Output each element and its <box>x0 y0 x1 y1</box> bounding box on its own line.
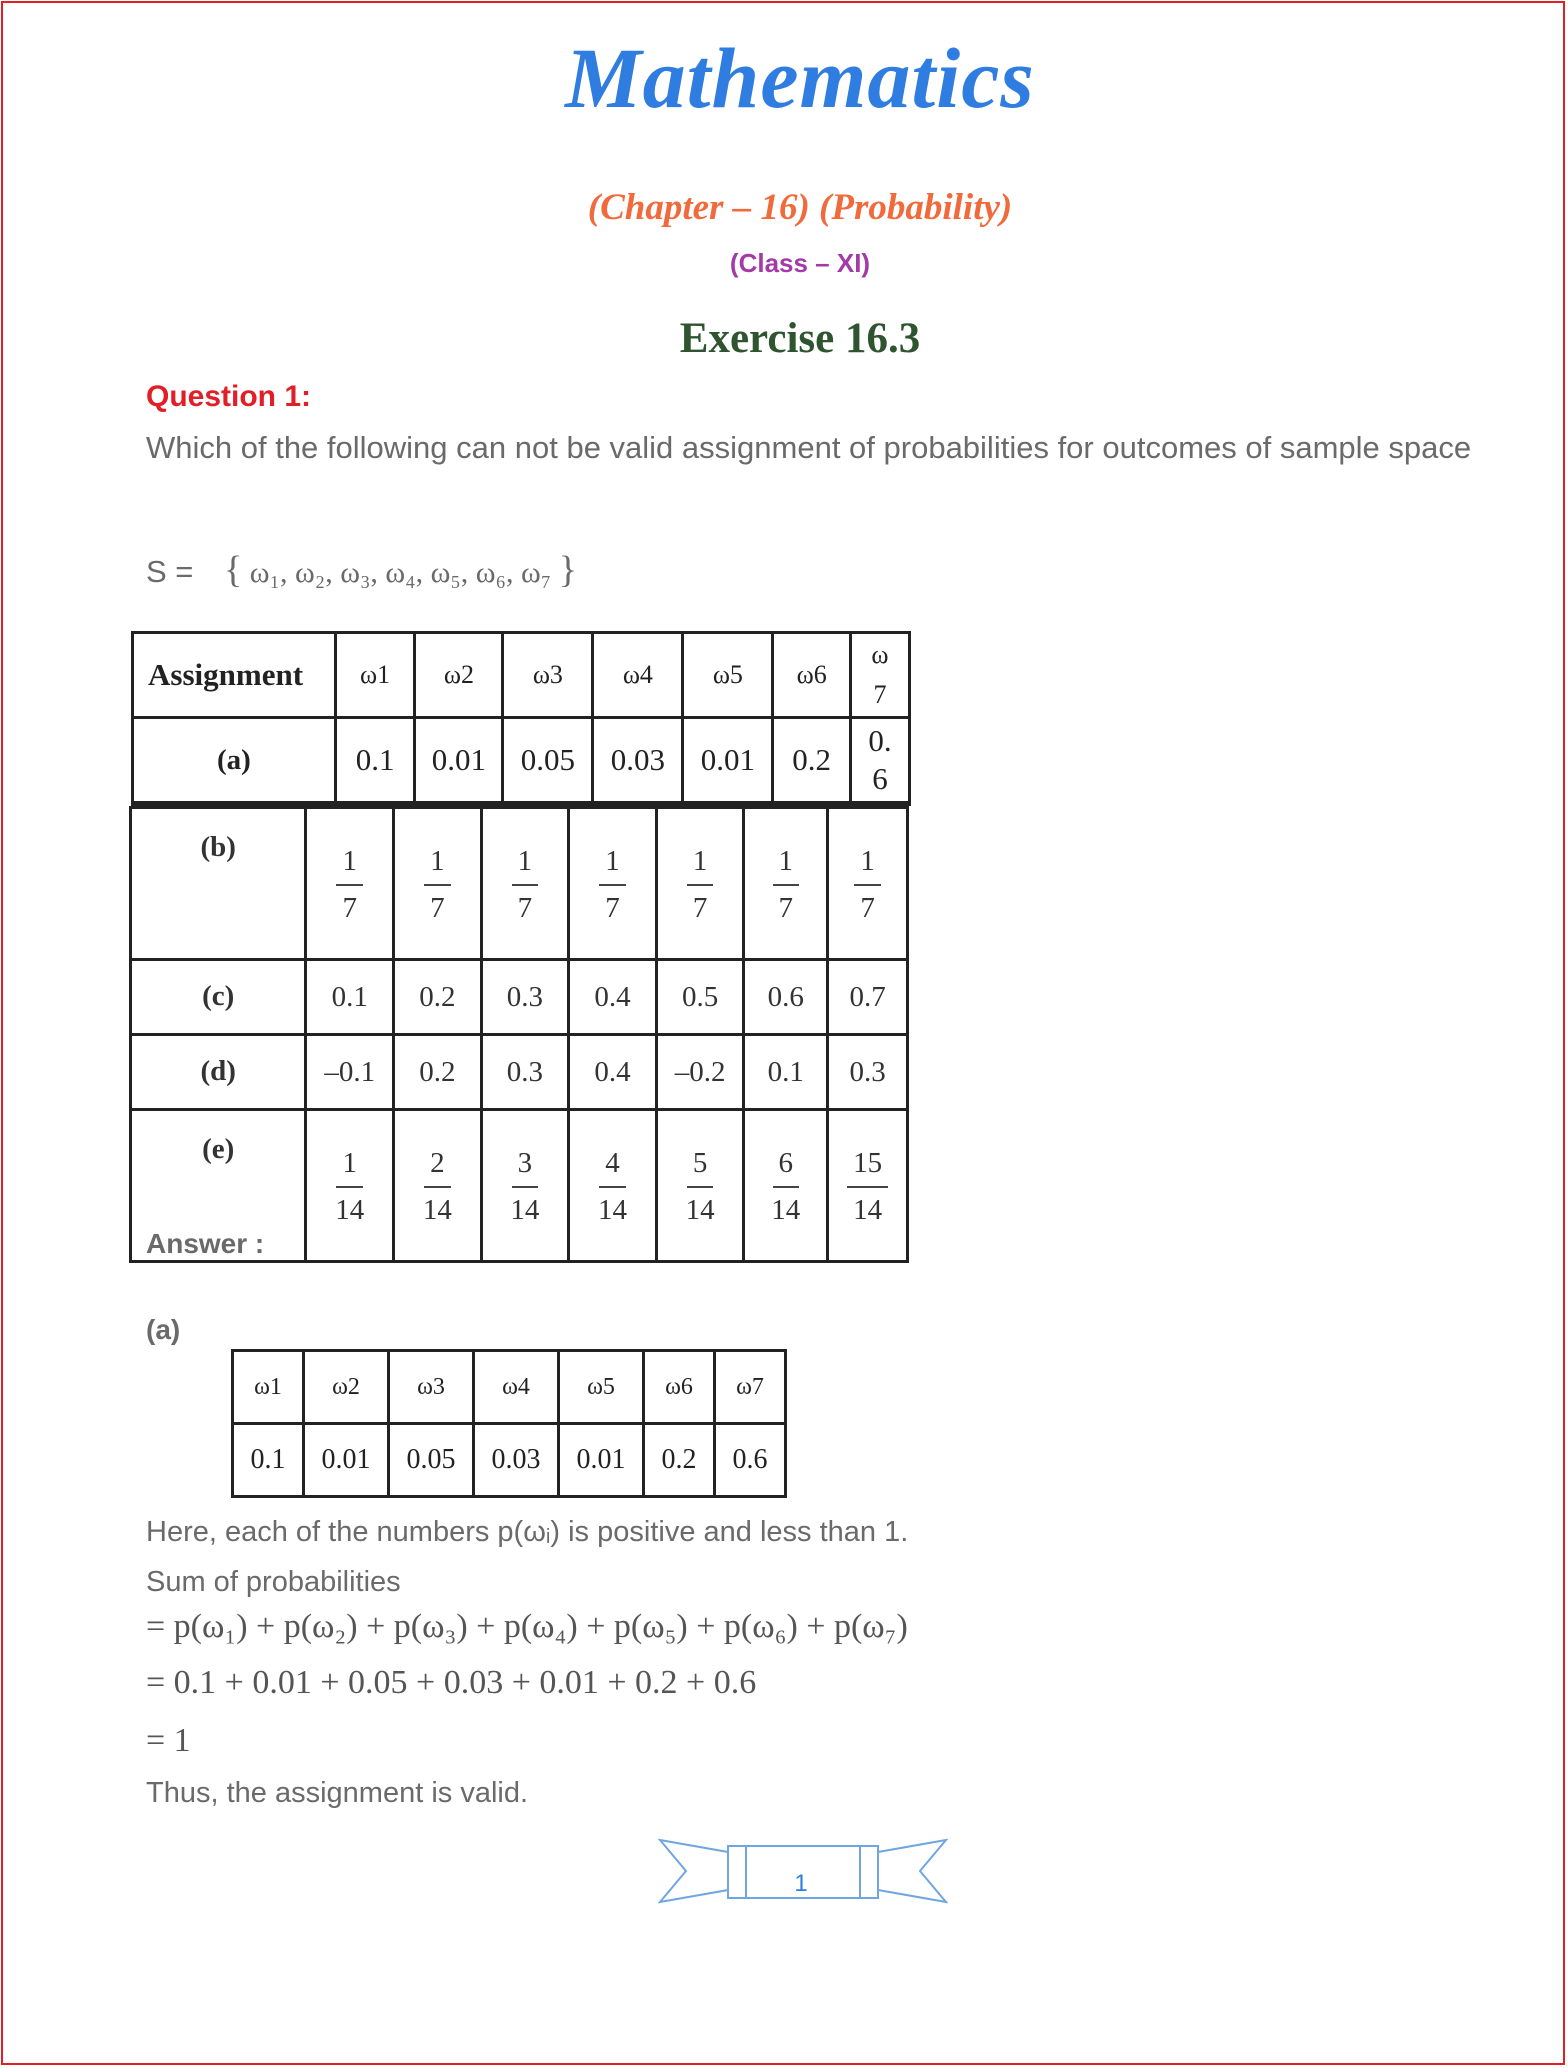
fraction <box>417 1146 458 1226</box>
numerator: 4 <box>599 1149 626 1188</box>
numerator: 1 <box>773 847 800 886</box>
denominator: 7 <box>692 891 708 924</box>
cell-d5: –0.2 <box>656 1035 744 1110</box>
numerator: 1 <box>336 847 363 886</box>
ans-cell-3: 0.05 <box>389 1424 474 1497</box>
cell-a5: 0.01 <box>683 718 773 804</box>
sample-space-elements: ω₁, ω₂, ω₃, ω₄, ω₅, ω₆, ω₇ <box>249 556 552 589</box>
fraction <box>336 844 363 924</box>
numerator: 1 <box>512 847 539 886</box>
cell-a6: 0.2 <box>773 718 851 804</box>
denominator: 7 <box>605 891 620 924</box>
fraction <box>765 1146 806 1226</box>
denominator: 7 <box>778 891 794 924</box>
ans-header-w4: ω4 <box>474 1351 559 1424</box>
numerator: 1 <box>854 847 881 886</box>
answer-line-2: Sum of probabilities <box>146 1566 401 1598</box>
fraction <box>599 844 626 924</box>
numerator: 1 <box>599 847 626 886</box>
cell-e1 <box>306 1110 394 1262</box>
header-w1: ω1 <box>335 633 415 718</box>
fraction <box>847 1146 888 1226</box>
cell-e5 <box>656 1110 744 1262</box>
cell-a3: 0.05 <box>503 718 593 804</box>
numerator: 1 <box>336 1149 363 1188</box>
exercise-heading: Exercise 16.3 <box>679 315 921 362</box>
cell-b1 <box>306 808 394 960</box>
answer-header-row <box>233 1351 786 1424</box>
cell-b5 <box>656 808 744 960</box>
header-w7-sub: 7 <box>873 680 887 709</box>
denominator: 14 <box>335 1193 365 1226</box>
cell-c3: 0.3 <box>481 960 569 1035</box>
cell-c1: 0.1 <box>306 960 394 1035</box>
denominator: 7 <box>342 891 357 924</box>
question-text: Which of the following can not be valid assignment of probabilities for outcomes of sample space <box>146 430 1472 465</box>
numerator: 2 <box>424 1149 451 1188</box>
cell-d1: –0.1 <box>306 1035 394 1110</box>
class-heading: (Class – XI) <box>729 248 871 278</box>
row-label-b: (b) <box>131 808 306 960</box>
sample-space-set <box>224 549 577 591</box>
answer-label: Answer : <box>146 1228 265 1259</box>
conclusion: Thus, the assignment is valid. <box>146 1777 529 1809</box>
row-label-a: (a) <box>133 718 336 804</box>
page-title: Mathematics <box>565 30 1035 126</box>
ans-header-w3: ω3 <box>389 1351 474 1424</box>
cell-e2 <box>394 1110 482 1262</box>
cell-d3: 0.3 <box>481 1035 569 1110</box>
cell-a1: 0.1 <box>335 718 415 804</box>
cell-d2: 0.2 <box>394 1035 482 1110</box>
equation-line-1: = p(ω₁) + p(ω₂) + p(ω₃) + p(ω₄) + p(ω₅) + p(ω₆) + p(ω₇) <box>146 1608 908 1645</box>
ans-header-w2: ω2 <box>304 1351 389 1424</box>
denominator: 14 <box>685 1193 715 1226</box>
assignment-header: Assignment <box>133 633 336 718</box>
numerator: 3 <box>512 1149 539 1188</box>
ans-cell-4: 0.03 <box>474 1424 559 1497</box>
cell-e7 <box>828 1110 908 1262</box>
cell-a7-line1: 0. <box>868 723 892 758</box>
fraction <box>687 844 714 924</box>
denominator: 14 <box>510 1193 540 1226</box>
assignment-table-bottom <box>129 806 909 1263</box>
fraction <box>329 1146 370 1226</box>
cell-e3 <box>481 1110 569 1262</box>
page-number: 1 <box>794 1870 808 1897</box>
header-w7-omega: ω <box>871 640 889 669</box>
cell-a7-line2: 6 <box>872 761 888 796</box>
fraction <box>504 1146 545 1226</box>
table-header-row <box>133 633 910 718</box>
cell-a2: 0.01 <box>415 718 503 804</box>
cell-b7 <box>828 808 908 960</box>
cell-d4: 0.4 <box>569 1035 657 1110</box>
denominator: 14 <box>422 1193 452 1226</box>
numerator: 1 <box>687 847 714 886</box>
fraction <box>424 844 451 924</box>
row-label-e: (e) <box>131 1110 306 1262</box>
denominator: 7 <box>430 891 445 924</box>
ans-cell-7: 0.6 <box>715 1424 786 1497</box>
cell-e6 <box>744 1110 828 1262</box>
cell-b4 <box>569 808 657 960</box>
denominator: 14 <box>853 1193 883 1226</box>
cell-e4 <box>569 1110 657 1262</box>
brace-open: { <box>224 549 243 591</box>
part-a-label: (a) <box>146 1314 181 1345</box>
denominator: 14 <box>771 1193 801 1226</box>
denominator: 7 <box>860 891 875 924</box>
fraction <box>592 1146 633 1226</box>
numerator: 1 <box>424 847 451 886</box>
ans-cell-1: 0.1 <box>233 1424 304 1497</box>
chapter-heading: (Chapter – 16) (Probability) <box>587 187 1013 228</box>
table-row <box>131 808 908 960</box>
ans-header-w7: ω7 <box>715 1351 786 1424</box>
header-w4: ω4 <box>593 633 683 718</box>
sample-space-label: S = <box>146 554 194 589</box>
ans-cell-5: 0.01 <box>559 1424 644 1497</box>
ans-header-w6: ω6 <box>644 1351 715 1424</box>
denominator: 7 <box>517 891 533 924</box>
header-w7 <box>850 633 909 718</box>
ans-header-w5: ω5 <box>559 1351 644 1424</box>
header-w2: ω2 <box>415 633 503 718</box>
cell-c7: 0.7 <box>828 960 908 1035</box>
numerator: 6 <box>773 1149 800 1188</box>
cell-a7 <box>850 718 909 804</box>
question-title: Question 1: <box>146 380 312 413</box>
header-w6: ω6 <box>773 633 851 718</box>
cell-b6 <box>744 808 828 960</box>
denominator: 14 <box>598 1193 628 1226</box>
cell-c5: 0.5 <box>656 960 744 1035</box>
answer-line-1: Here, each of the numbers p(ωᵢ) is positive and less than 1. <box>146 1516 909 1548</box>
table-row <box>131 1035 908 1110</box>
cell-c2: 0.2 <box>394 960 482 1035</box>
header-w3: ω3 <box>503 633 593 718</box>
assignment-table-top <box>131 631 911 806</box>
numerator: 15 <box>847 1149 888 1188</box>
cell-d7: 0.3 <box>828 1035 908 1110</box>
cell-c4: 0.4 <box>569 960 657 1035</box>
table-row <box>133 718 910 804</box>
ans-header-w1: ω1 <box>233 1351 304 1424</box>
numerator: 5 <box>687 1149 714 1188</box>
cell-b3 <box>481 808 569 960</box>
row-label-d: (d) <box>131 1035 306 1110</box>
ans-cell-2: 0.01 <box>304 1424 389 1497</box>
cell-d6: 0.1 <box>744 1035 828 1110</box>
ans-cell-6: 0.2 <box>644 1424 715 1497</box>
equation-line-2: = 0.1 + 0.01 + 0.05 + 0.03 + 0.01 + 0.2 + 0.6 <box>146 1664 757 1701</box>
equation-line-3: = 1 <box>146 1722 191 1759</box>
sample-space <box>146 548 577 592</box>
brace-close: } <box>558 549 577 591</box>
fraction <box>680 1146 721 1226</box>
fraction <box>773 844 800 924</box>
fraction <box>854 844 881 924</box>
fraction <box>512 844 539 924</box>
answer-table <box>231 1349 787 1498</box>
header-w5: ω5 <box>683 633 773 718</box>
table-row <box>131 960 908 1035</box>
row-label-c: (c) <box>131 960 306 1035</box>
cell-c6: 0.6 <box>744 960 828 1035</box>
cell-b2 <box>394 808 482 960</box>
answer-value-row <box>233 1424 786 1497</box>
cell-a4: 0.03 <box>593 718 683 804</box>
